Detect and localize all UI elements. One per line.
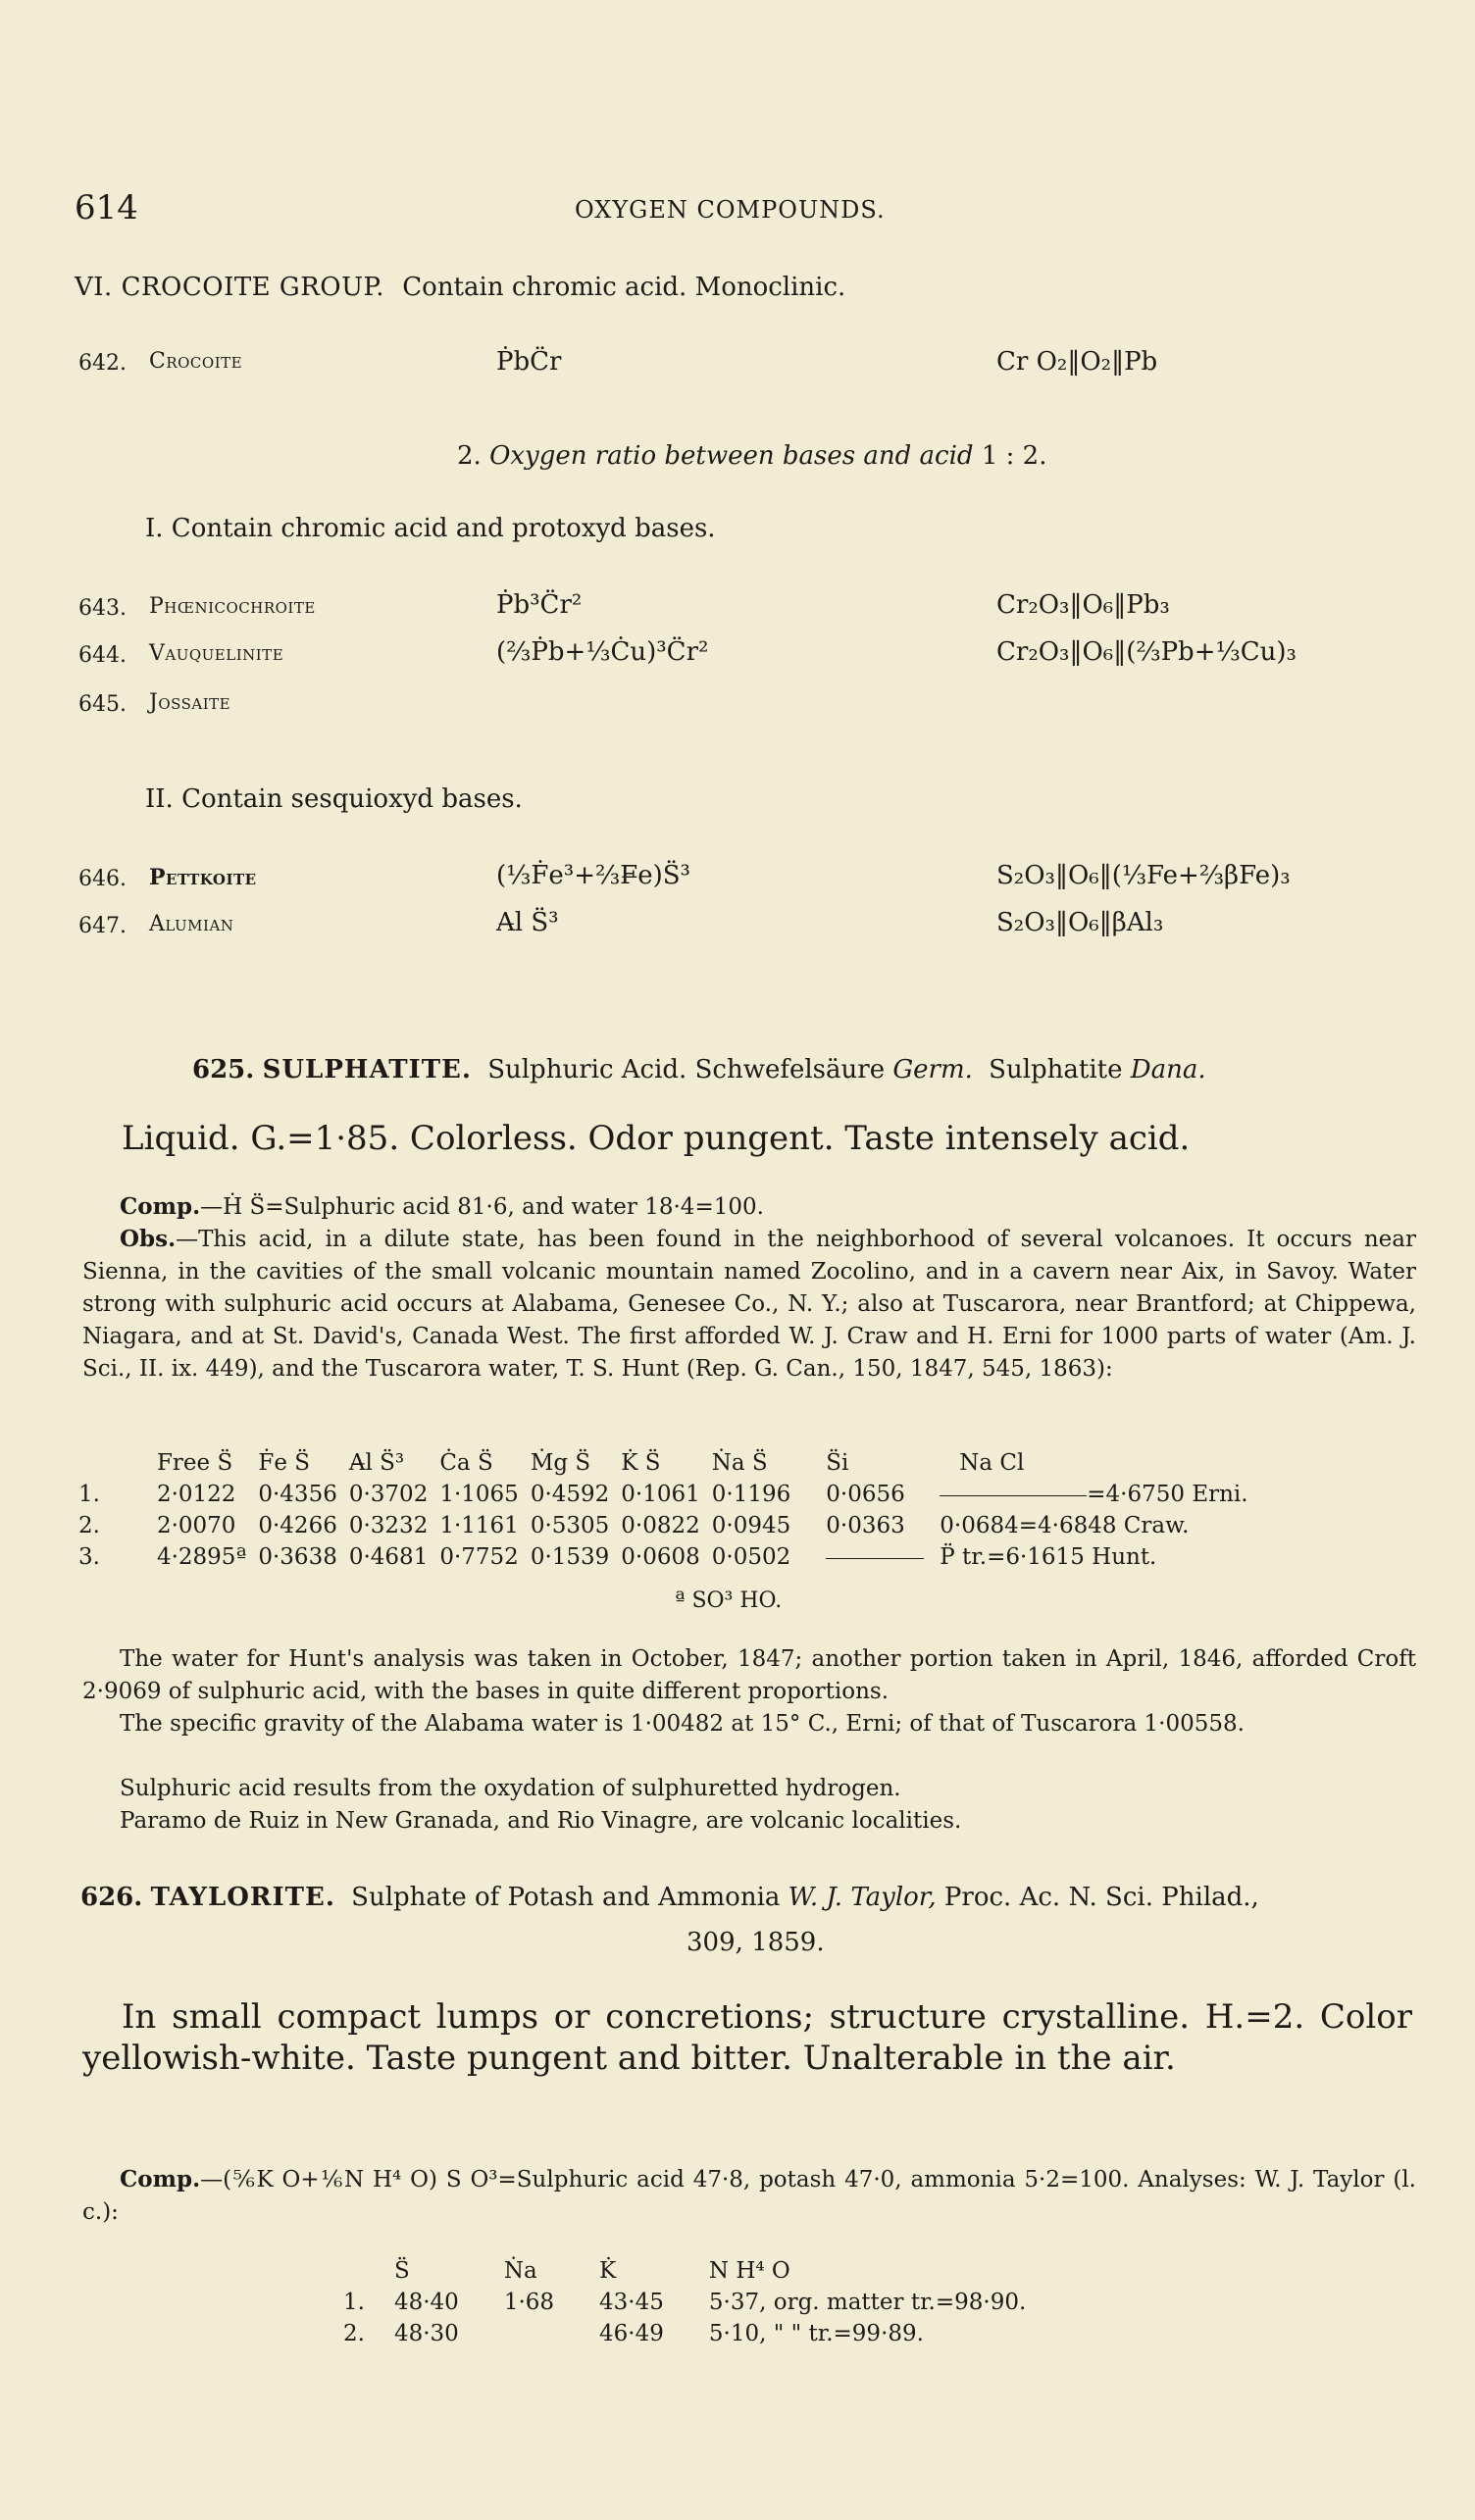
species-number: 643. — [78, 596, 127, 621]
species-name: Alumian — [149, 912, 234, 936]
analysis-table — [73, 1447, 1254, 1573]
body-paragraph: Sulphuric acid results from the oxydation of sulphuretted hydrogen. — [120, 1776, 901, 1801]
table-cell: =4·6750 Erni. — [1087, 1482, 1248, 1507]
species-heading — [80, 1883, 1259, 1912]
table-cell: 0·4266 — [258, 1513, 337, 1538]
table-cell: 0·3702 — [348, 1482, 429, 1507]
table-cell: 0·0363 — [826, 1513, 905, 1538]
table-row — [337, 2287, 1032, 2318]
table-header — [337, 2255, 371, 2287]
table-cell: 0·1196 — [711, 1482, 791, 1507]
table-cell: 1·1161 — [439, 1513, 519, 1538]
table-cell: 0·4356 — [258, 1482, 337, 1507]
species-number: 647. — [78, 914, 127, 938]
species-title: SULPHATITE. — [262, 1055, 472, 1084]
table-cell: 2. — [343, 2321, 365, 2346]
table-row — [73, 1510, 1254, 1541]
species-formula: A̶l S̈³ — [496, 908, 559, 937]
table-cell: 0·0656 — [826, 1482, 905, 1507]
table-cell: P̈ tr.=6·1615 Hunt. — [940, 1544, 1157, 1570]
table-cell: 2·0070 — [156, 1513, 236, 1538]
table-cell: 43·45 — [599, 2290, 664, 2315]
table-header: S̈ — [393, 2258, 410, 2284]
table-footnote: ª SO³ HO. — [675, 1588, 783, 1613]
species-name: Jossaite — [149, 690, 231, 715]
obs-label: Obs. — [120, 1226, 177, 1252]
species-formula-alt: S₂O₃‖O₆‖(⅓Fe+⅔βFe)₃ — [996, 861, 1291, 890]
table-header: N H⁴ O — [708, 2258, 790, 2284]
ratio-number: 2. — [457, 441, 482, 471]
table-cell: 0·3232 — [348, 1513, 429, 1538]
species-number: 645. — [78, 692, 127, 717]
species-description: Liquid. G.=1·85. Colorless. Odor pungent. Taste intensely acid. — [122, 1119, 1191, 1158]
body-paragraph: The specific gravity of the Alabama water is 1·00482 at 15° C., Erni; of that of Tuscarora 1·00558. — [120, 1711, 1245, 1737]
species-formula: Ṗb³C̈r² — [496, 590, 583, 620]
table-cell: 2. — [78, 1513, 100, 1538]
subgroup-heading: II. Contain sesquioxyd bases. — [145, 784, 523, 814]
species-number: 646. — [78, 867, 127, 891]
species-formula-alt: S₂O₃‖O₆‖βAl₃ — [996, 908, 1164, 937]
table-header: Ṁg S̈ — [530, 1450, 591, 1476]
species-name: Pettkoite — [149, 865, 257, 890]
species-name: Crocoite — [149, 349, 243, 374]
species-formula-alt: Cr O₂‖O₂‖Pb — [996, 347, 1158, 377]
table-header-row — [337, 2255, 1032, 2287]
species-synonyms: Sulphuric Acid. Schwefelsäure — [487, 1055, 886, 1084]
species-formula-alt: Cr₂O₃‖O₆‖(⅔Pb+⅓Cu)₃ — [996, 637, 1297, 667]
comp-text: —Ḣ S̈=Sulphuric acid 81·6, and water 18·4=100. — [200, 1194, 764, 1220]
table-cell: 1. — [78, 1482, 100, 1507]
table-row — [337, 2318, 1032, 2349]
species-formula: (⅔Ṗb+⅓Ċu)³C̈r² — [496, 637, 709, 667]
comp-text: —(⅚K O+⅙N H⁴ O) S O³=Sulphuric acid 47·8, potash 47·0, ammonia 5·2=100. Analyses: W. J. Taylor (l. c.): — [82, 2167, 1416, 2225]
table-cell: 0·4681 — [348, 1544, 429, 1570]
table-cell: 0·1539 — [530, 1544, 610, 1570]
group-heading-desc: Contain chromic acid. Monoclinic. — [402, 273, 846, 302]
table-cell: 0·5305 — [530, 1513, 610, 1538]
table-cell: 48·30 — [393, 2321, 459, 2346]
reference-continued: 309, 1859. — [687, 1928, 825, 1957]
table-header: K̇ S̈ — [621, 1450, 661, 1476]
species-heading — [192, 1055, 1206, 1084]
table-header — [73, 1447, 106, 1479]
species-number: 642. — [78, 351, 127, 376]
species-title: TAYLORITE. — [150, 1883, 335, 1912]
table-header: A̶l S̈³ — [348, 1450, 405, 1476]
table-cell: 0·0502 — [711, 1544, 791, 1570]
table-cell: 48·40 — [393, 2290, 459, 2315]
body-paragraph: The water for Hunt's analysis was taken in October, 1847; another portion taken in April, 1846, afforded Croft 2·9069 of sulphuric acid, with the bases in quite different proportions. — [82, 1646, 1416, 1704]
table-header: K̇ — [599, 2258, 617, 2284]
composition-paragraph — [82, 2163, 1416, 2229]
ratio-line — [457, 441, 1046, 471]
table-header: Ċa S̈ — [439, 1450, 493, 1476]
table-header: Na Cl — [959, 1450, 1025, 1476]
table-cell: 0·0822 — [621, 1513, 700, 1538]
page-number: 614 — [75, 188, 138, 227]
observations-paragraph — [82, 1223, 1416, 1386]
table-cell: 0·3638 — [258, 1544, 337, 1570]
group-heading — [75, 273, 845, 302]
comp-label: Comp. — [120, 1193, 201, 1220]
table-cell: 0·0608 — [621, 1544, 700, 1570]
species-number: 626. — [80, 1883, 143, 1912]
species-description: In small compact lumps or concretions; structure crystalline. H.=2. Color yellowish-white. Taste pungent and bitter. Unalterable in the air. — [82, 1997, 1412, 2078]
species-name: Vauquelinite — [149, 641, 284, 666]
table-row — [73, 1541, 1254, 1573]
table-header-row — [73, 1447, 1254, 1479]
ratio-value: 1 : 2. — [981, 441, 1047, 471]
table-header: S̈i — [826, 1450, 849, 1476]
table-header: Ṅa — [503, 2258, 537, 2284]
table-cell: 0·0684=4·6848 Craw. — [940, 1513, 1190, 1538]
table-cell: 0·4592 — [530, 1482, 610, 1507]
reference: Proc. Ac. N. Sci. Philad., — [943, 1883, 1259, 1912]
table-cell: 5·37, org. matter tr.=98·90. — [708, 2290, 1027, 2315]
species-name: Phœnicochroite — [149, 594, 316, 619]
table-header: Ṅa S̈ — [711, 1450, 768, 1476]
ratio-text: Oxygen ratio between bases and acid — [489, 441, 974, 471]
composition-paragraph — [82, 1190, 1416, 1224]
table-cell: 1. — [343, 2290, 365, 2315]
comp-label: Comp. — [120, 2166, 201, 2192]
table-cell: 1·1065 — [439, 1482, 519, 1507]
table-cell: 5·10, " " tr.=99·89. — [708, 2321, 924, 2346]
group-heading-title: VI. CROCOITE GROUP. — [75, 273, 384, 302]
analysis-table — [337, 2255, 1032, 2349]
table-header: Ḟe S̈ — [258, 1450, 310, 1476]
table-cell-with-leader — [796, 1541, 930, 1573]
species-formula: ṖbC̈r — [496, 347, 562, 377]
table-cell: 3. — [78, 1544, 100, 1570]
table-cell: 0·7752 — [439, 1544, 519, 1570]
table-cell: 0·0945 — [711, 1513, 791, 1538]
subgroup-heading: I. Contain chromic acid and protoxyd bases. — [145, 514, 716, 543]
table-cell-with-leader — [930, 1479, 1253, 1510]
species-formula: (⅓Ḟe³+⅔F̶e)S̈³ — [496, 861, 690, 890]
table-cell: 46·49 — [599, 2321, 664, 2346]
obs-text: —This acid, in a dilute state, has been found in the neighborhood of several volcanoes. It occurs near Sienna, in the cavities of the small volcanic mountain named Zocolino, and in a cavern near Aix, in Savoy. Water strong with sulphuric acid occurs at Alabama, Genesee Co., N. Y.; also at Tuscarora, near Brantford; at Chippewa, Niagara, and at St. David's, Canada West. The first afforded W. J. Craw and H. Erni for 1000 parts of water (Am. J. Sci., II. ix. 449), and the Tuscarora water, T. S. Hunt (Rep. G. Can., 150, 1847, 545, 1863): — [82, 1227, 1416, 1382]
author-tag: W. J. Taylor, — [788, 1883, 937, 1912]
running-title: OXYGEN COMPOUNDS. — [575, 196, 886, 224]
table-cell: 0·1061 — [621, 1482, 700, 1507]
table-cell: 1·68 — [503, 2290, 555, 2315]
table-cell: 2·0122 — [156, 1482, 236, 1507]
leader-line — [826, 1558, 924, 1559]
leader-line — [940, 1495, 1087, 1496]
table-cell — [465, 2318, 560, 2349]
species-number: 644. — [78, 643, 127, 668]
author-tag: Dana. — [1130, 1055, 1206, 1084]
table-header: Free S̈ — [156, 1450, 233, 1476]
body-paragraph: Paramo de Ruiz in New Granada, and Rio Vinagre, are volcanic localities. — [120, 1808, 962, 1834]
table-row — [73, 1479, 1254, 1510]
species-number: 625. — [192, 1055, 255, 1084]
species-synonyms: Sulphatite — [989, 1055, 1123, 1084]
language-tag: Germ. — [892, 1055, 973, 1084]
species-formula-alt: Cr₂O₃‖O₆‖Pb₃ — [996, 590, 1170, 620]
species-synonyms: Sulphate of Potash and Ammonia — [351, 1883, 781, 1912]
table-cell: 4·2895ª — [156, 1544, 247, 1570]
